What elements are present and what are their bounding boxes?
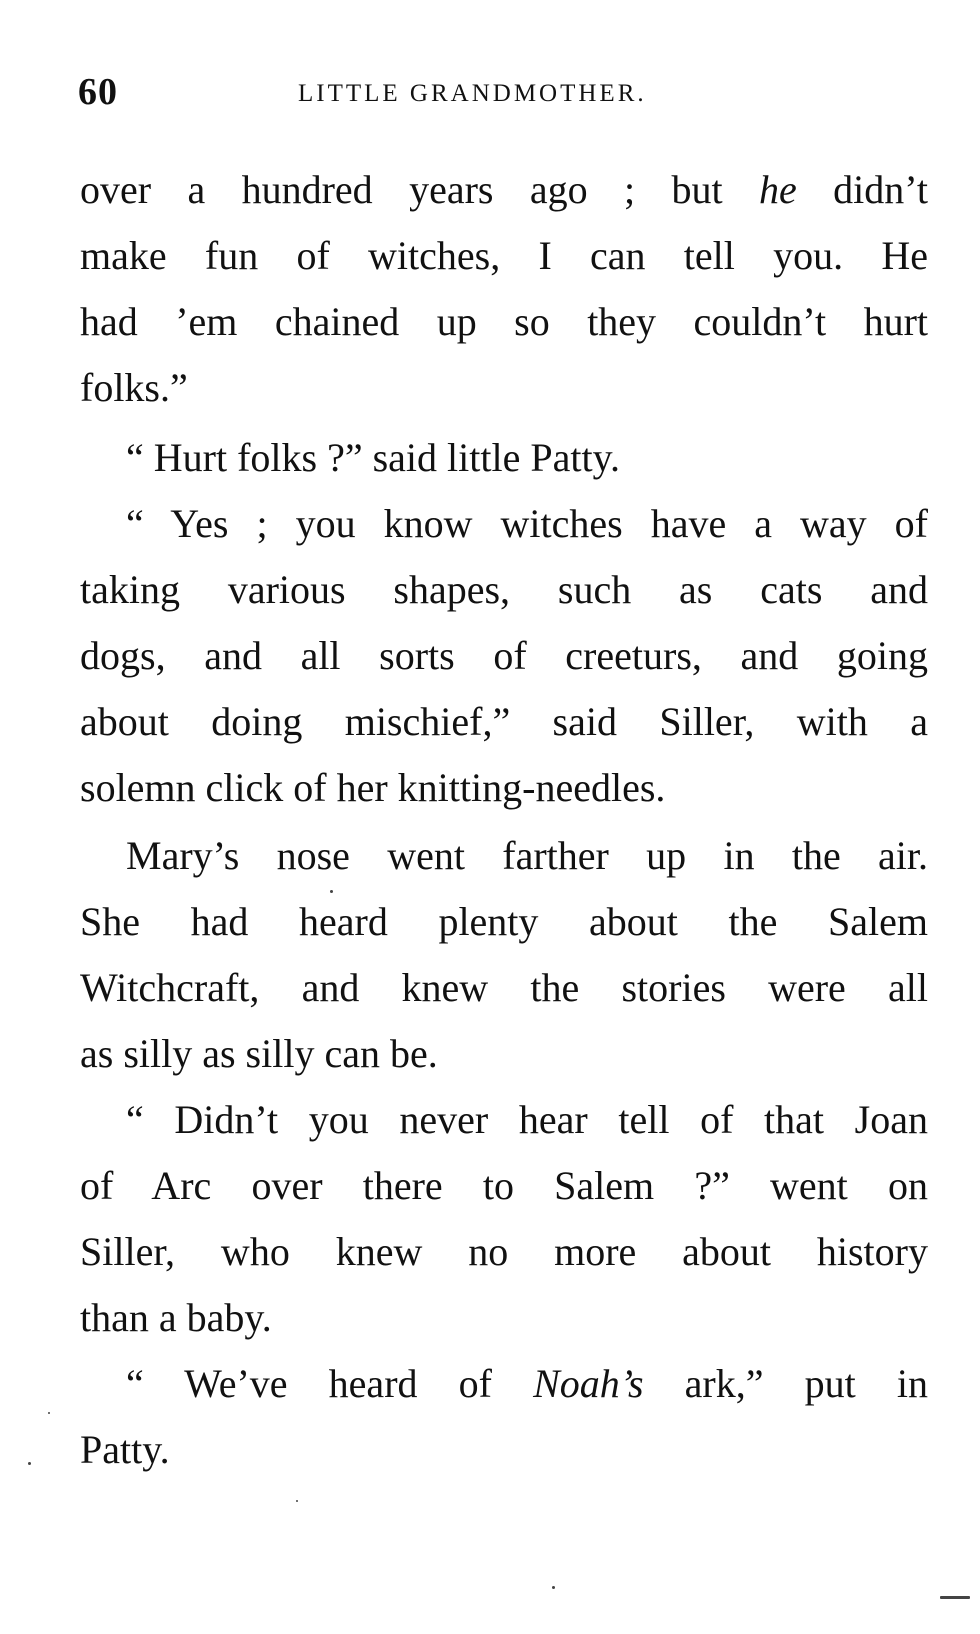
text-line: solemn click of her knitting-needles. bbox=[80, 765, 666, 810]
emphasized-word: Noah’s bbox=[533, 1361, 644, 1406]
page-number: 60 bbox=[78, 71, 118, 113]
text-line: Mary’s nose went farther up in the air. bbox=[126, 833, 928, 878]
text-line: “ We’ve heard of Noah’s ark,” put in bbox=[126, 1361, 928, 1406]
text-line: “ Yes ; you know witches have a way of bbox=[126, 501, 928, 546]
emphasized-word: he bbox=[759, 167, 797, 212]
text-line: as silly as silly can be. bbox=[80, 1031, 438, 1076]
text-line: “ Didn’t you never hear tell of that Joan bbox=[126, 1097, 928, 1142]
text-line: “ Hurt folks ?” said little Patty. bbox=[126, 435, 620, 480]
text-line: about doing mischief,” said Siller, with a bbox=[80, 699, 928, 744]
text-line: make fun of witches, I can tell you. He bbox=[80, 233, 928, 278]
text-line: of Arc over there to Salem ?” went on bbox=[80, 1163, 928, 1208]
paper-speck bbox=[330, 890, 333, 893]
paper-speck bbox=[296, 1500, 298, 1502]
text-line: dogs, and all sorts of creeturs, and going bbox=[80, 633, 928, 678]
text-line: Siller, who knew no more about history bbox=[80, 1229, 928, 1274]
paper-speck bbox=[552, 1586, 555, 1589]
paper-speck bbox=[48, 1412, 50, 1414]
running-title: LITTLE GRANDMOTHER. bbox=[298, 80, 647, 107]
text-line: taking various shapes, such as cats and bbox=[80, 567, 928, 612]
page-header bbox=[78, 70, 918, 120]
text-line: had ’em chained up so they couldn’t hurt bbox=[80, 299, 928, 344]
text-line: Patty. bbox=[80, 1427, 170, 1472]
paper-edge-mark bbox=[940, 1596, 970, 1599]
text-line: folks.” bbox=[80, 365, 188, 410]
text-line: over a hundred years ago ; but he didn’t bbox=[80, 167, 928, 212]
text-line: She had heard plenty about the Salem bbox=[80, 899, 928, 944]
text-line: than a baby. bbox=[80, 1295, 272, 1340]
paper-speck bbox=[28, 1462, 31, 1465]
text-line: Witchcraft, and knew the stories were all bbox=[80, 965, 928, 1010]
